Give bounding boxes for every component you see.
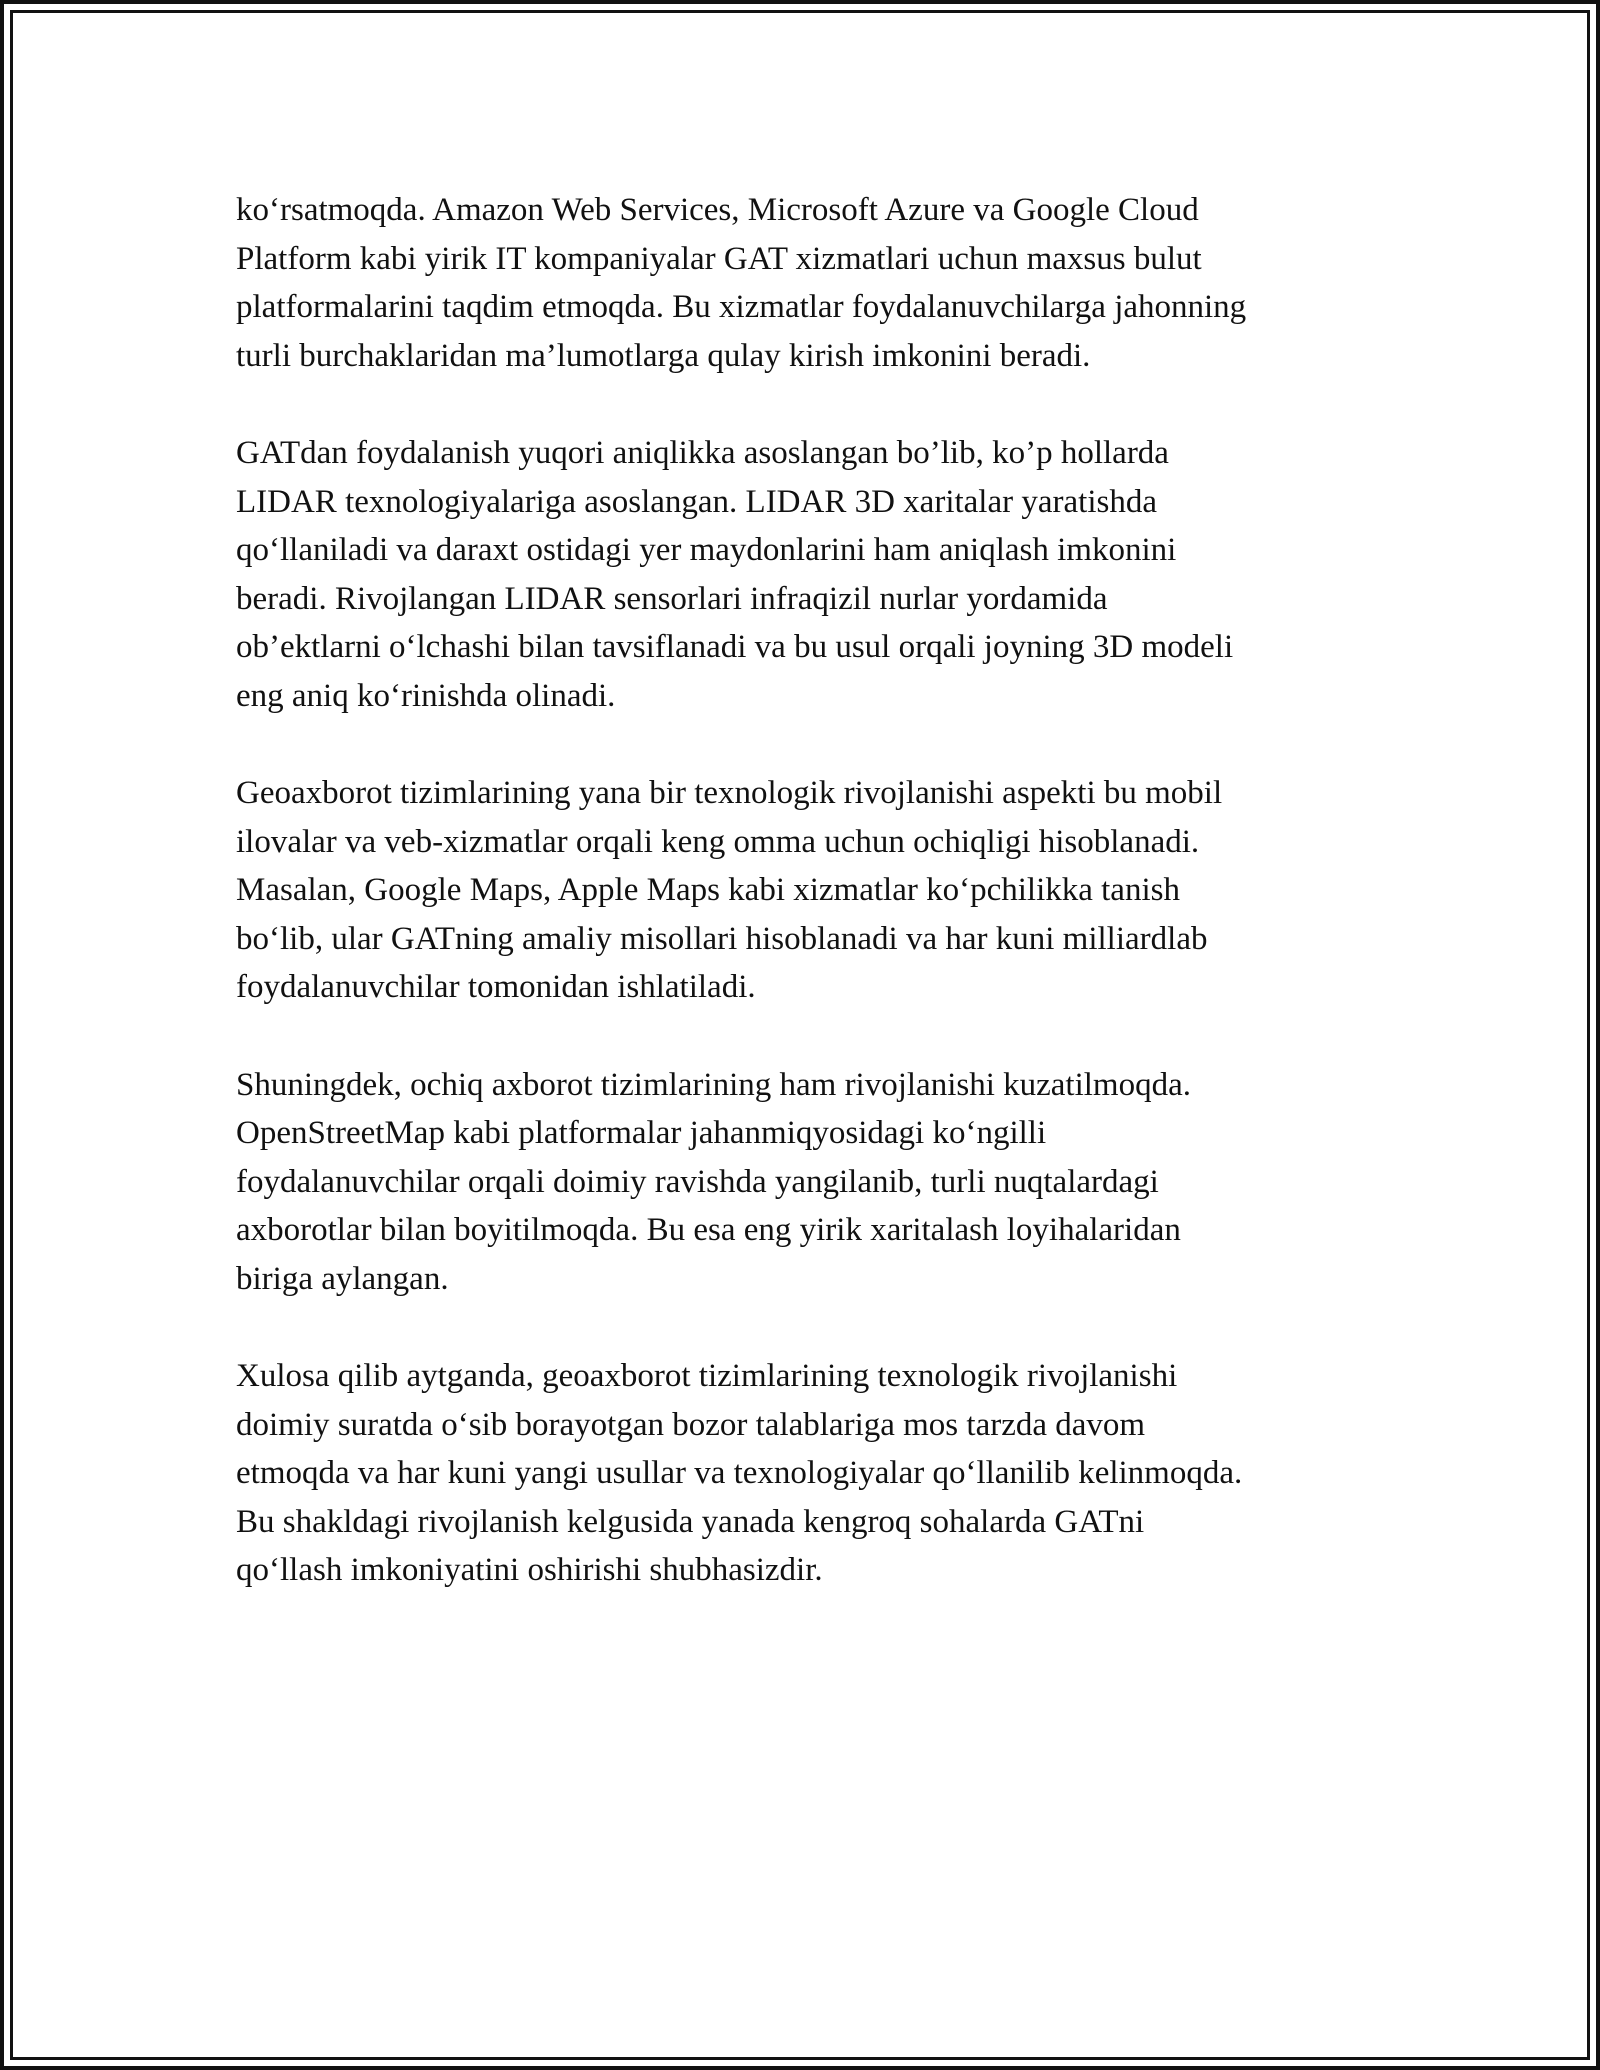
text-line: biriga aylangan. xyxy=(236,1260,449,1297)
text-line: etmoqda va har kuni yangi usullar va texnologiyalar qo‘llanilib kelinmoqda. xyxy=(236,1455,1243,1491)
text-line: beradi. Rivojlangan LIDAR sensorlari infraqizil nurlar yordamida xyxy=(236,580,1108,617)
text-line: qo‘llaniladi va daraxt ostidagi yer maydonlarini ham aniqlash imkonini xyxy=(236,532,1177,568)
text-line: ob’ektlarni o‘lchashi bilan tavsiflanadi va bu usul orqali joyning 3D modeli xyxy=(236,629,1234,665)
text-line: Bu shakldagi rivojlanish kelgusida yanada kengroq sohalarda GATni xyxy=(236,1503,1145,1540)
text-line: OpenStreetMap kabi platformalar jahanmiqyosidagi ko‘ngilli xyxy=(236,1115,1047,1151)
text-line: Shuningdek, ochiq axborot tizimlarining ham rivojlanishi kuzatilmoqda. xyxy=(236,1066,1192,1103)
text-line: bo‘lib, ular GATning amaliy misollari hisoblanadi va har kuni milliardlab xyxy=(236,920,1208,957)
text-line: Geoaxborot tizimlarining yana bir texnologik rivojlanishi aspekti bu mobil xyxy=(236,775,1223,811)
text-line: doimiy suratda o‘sib borayotgan bozor talablariga mos tarzda davom xyxy=(236,1406,1146,1443)
paragraph-open-systems xyxy=(236,1061,1376,1304)
text-line: ilovalar va veb-xizmatlar orqali keng omma uchun ochiqligi hisoblanadi. xyxy=(236,823,1200,860)
text-line: Xulosa qilib aytganda, geoaxborot tizimlarining texnologik rivojlanishi xyxy=(236,1358,1178,1394)
paragraph-mobile-apps xyxy=(236,769,1376,1012)
paragraph-cloud-platforms xyxy=(236,186,1376,380)
text-line: ko‘rsatmoqda. Amazon Web Services, Microsoft Azure va Google Cloud xyxy=(236,192,1199,228)
text-line: Platform kabi yirik IT kompaniyalar GAT xizmatlari uchun maxsus bulut xyxy=(236,240,1202,277)
document-body xyxy=(236,186,1376,1644)
text-line: Masalan, Google Maps, Apple Maps kabi xizmatlar ko‘pchilikka tanish xyxy=(236,872,1180,908)
text-line: axborotlar bilan boyitilmoqda. Bu esa eng yirik xaritalash loyihalaridan xyxy=(236,1212,1181,1248)
text-line: foydalanuvchilar tomonidan ishlatiladi. xyxy=(236,969,756,1005)
text-line: turli burchaklaridan ma’lumotlarga qulay kirish imkonini beradi. xyxy=(236,337,1091,374)
text-line: foydalanuvchilar orqali doimiy ravishda yangilanib, turli nuqtalardagi xyxy=(236,1163,1159,1200)
text-line: platformalarini taqdim etmoqda. Bu xizmatlar foydalanuvchilarga jahonning xyxy=(236,289,1247,325)
text-line: qo‘llash imkoniyatini oshirishi shubhasizdir. xyxy=(236,1552,823,1588)
text-line: LIDAR texnologiyalariga asoslangan. LIDAR 3D xaritalar yaratishda xyxy=(236,483,1157,520)
text-line: eng aniq ko‘rinishda olinadi. xyxy=(236,677,616,714)
paragraph-lidar xyxy=(236,429,1376,720)
text-line: GATdan foydalanish yuqori aniqlikka asoslangan bo’lib, ko’p hollarda xyxy=(236,435,1169,471)
paragraph-conclusion xyxy=(236,1352,1376,1595)
